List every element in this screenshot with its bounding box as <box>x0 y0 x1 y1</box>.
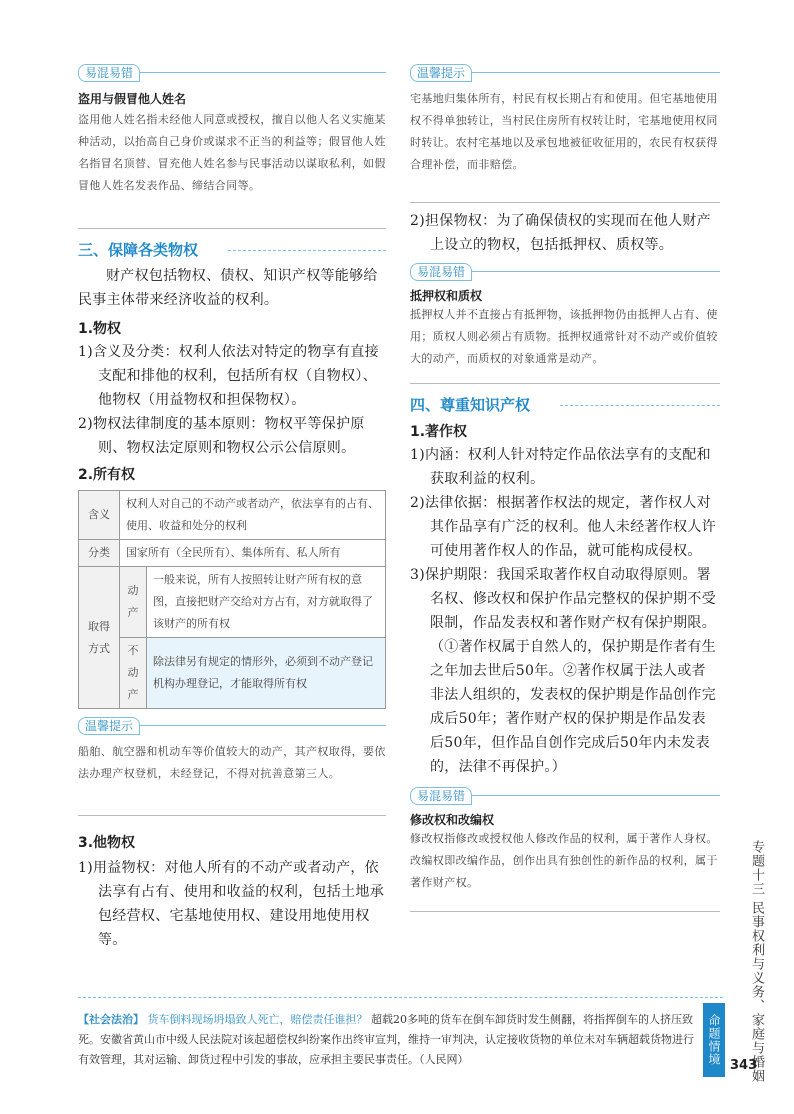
tip-box-modify <box>410 785 720 912</box>
right-column <box>410 62 720 912</box>
list-item: 1)内涵：权利人针对特定作品依法享有的支配和获取利益的权利。 <box>410 447 711 487</box>
section-heading: 四、尊重知识产权 <box>410 396 531 414</box>
context-badge: 命题情境 <box>703 1003 725 1077</box>
tip-box-registration <box>78 715 386 816</box>
subheading-ownership: 2.所有权 <box>78 467 136 483</box>
box-tag: 易混易错 <box>78 64 140 82</box>
box-text: 船舶、航空器和机动车等价值较大的动产，其产权取得，要依法办理产权登机，未经登记，不得对抗善意第三人。 <box>78 745 386 780</box>
box-title: 盗用与假冒他人姓名 <box>78 92 187 106</box>
ownership-table <box>78 490 386 709</box>
subheading-property-right: 1.物权 <box>78 321 122 337</box>
tip-box-homestead <box>410 62 720 203</box>
table-cell: 除法律另有规定的情形外，必须到不动产登记机构办理登记，才能取得所有权 <box>147 638 386 709</box>
list-item: 3)保护期限：我国采取著作权自动取得原则。署名权、修改权和保护作品完整权的保护期不受限制，作品发表权和著作财产权有保护期限。（①著作权属于自然人的，保护期是作者有生之年加去世后50年。②著作权属于法人或者非法人组织的，发表权的保护期是作品创作完成后50年；著作财产权的保护期是作品发表后50年，但作品自创作完成后50年内未发表的，法律不再保护。） <box>410 567 716 775</box>
table-cell: 国家所有（全民所有）、集体所有、私人所有 <box>120 540 386 567</box>
section-heading: 三、保障各类物权 <box>78 241 199 259</box>
box-text: 抵押权人并不直接占有抵押物，该抵押物仍由抵押人占有、使用；质权人则必须占有质物。抵押权通常针对不动产或价值较大的动产，而质权的对象通常是动产。 <box>410 308 718 365</box>
box-tag: 温馨提示 <box>78 717 140 735</box>
footer-title: 货车倒料现场坍塌致人死亡，赔偿责任谁担？ <box>147 1013 368 1026</box>
page-number: 343 <box>730 1058 758 1073</box>
list-item: 1)含义及分类：权利人依法对特定的物享有直接支配和排他的权利，包括所有权（自物权）、他物权（用益物权和担保物权）。 <box>78 344 379 408</box>
left-column <box>78 62 386 952</box>
box-tag: 易混易错 <box>410 787 472 805</box>
box-title: 修改权和改编权 <box>410 813 495 827</box>
table-row-label: 分类 <box>79 540 120 567</box>
box-tag: 易混易错 <box>410 263 472 281</box>
subheading-other-rights: 3.他物权 <box>78 835 136 851</box>
list-item: 1)用益物权：对他人所有的不动产或者动产，依法享有占有、使用和收益的权利，包括土地承包经营权、宅基地使用权、建设用地使用权等。 <box>78 860 384 948</box>
box-title: 抵押权和质权 <box>410 289 483 303</box>
footer-tag: 【社会法治】 <box>78 1013 144 1026</box>
box-tag: 温馨提示 <box>410 64 472 82</box>
table-cell: 一般来说，所有人按照转让财产所有权的意图，直接把财产交给对方占有，对方就取得了该财产的所有权 <box>147 567 386 638</box>
tip-box-mortgage <box>410 261 720 384</box>
table-cell: 权利人对自己的不动产或者动产，依法享有的占有、使用、收益和处分的权利 <box>120 491 386 540</box>
table-sub-label: 不动产 <box>120 638 147 709</box>
table-row-label: 含义 <box>79 491 120 540</box>
section-intro: 财产权包括物权、债权、知识产权等能够给民事主体带来经济收益的权利。 <box>78 268 378 308</box>
table-row-label: 取得方式 <box>79 567 120 709</box>
table-sub-label: 动产 <box>120 567 147 638</box>
tip-box-theft-name <box>78 62 386 229</box>
footer-case <box>78 1010 698 1070</box>
list-item: 2)法律依据：根据著作权法的规定，著作权人对其作品享有广泛的权利。他人未经著作权人许可使用著作权人的作品，就可能构成侵权。 <box>410 495 716 559</box>
subheading-copyright: 1.著作权 <box>410 424 468 440</box>
footer-text: 超载20多吨的货车在倒车卸货时发生侧翻，将指挥倒车的人挤压致死。安徽省黄山市中级人民法院对该起超偿权纠纷案作出终审宣判，维持一审判决，认定接收货物的单位未对车辆超载货物进行有效管理，其对运输、卸货过程中引发的事故，应承担主要民事责任。（人民网） <box>78 1013 694 1066</box>
chapter-sidebar: 专题十三 民事权利与义务、家庭与婚姻 <box>749 840 764 1084</box>
list-item: 2)担保物权：为了确保债权的实现而在他人财产上设立的物权，包括抵押权、质权等。 <box>410 213 711 253</box>
box-text: 盗用他人姓名指未经他人同意或授权，擅自以他人名义实施某种活动，以抬高自己身价或谋求不正当的利益等；假冒他人姓名指冒名顶替、冒充他人姓名参与民事活动以谋取私利，如假冒他人姓名发表作品、缔结合同等。 <box>78 113 386 192</box>
box-text: 修改权指修改或授权他人修改作品的权利，属于著作人身权。改编权即改编作品，创作出具有独创性的新作品的权利，属于著作财产权。 <box>410 832 718 889</box>
box-text: 宅基地归集体所有，村民有权长期占有和使用。但宅基地使用权不得单独转让，当村民住房所有权转让时，宅基地使用权同时转让。农村宅基地以及承包地被征收征用的，农民有权获得合理补偿，而非赔偿。 <box>410 92 718 171</box>
list-item: 2)物权法律制度的基本原则：物权平等保护原则、物权法定原则和物权公示公信原则。 <box>78 416 365 456</box>
